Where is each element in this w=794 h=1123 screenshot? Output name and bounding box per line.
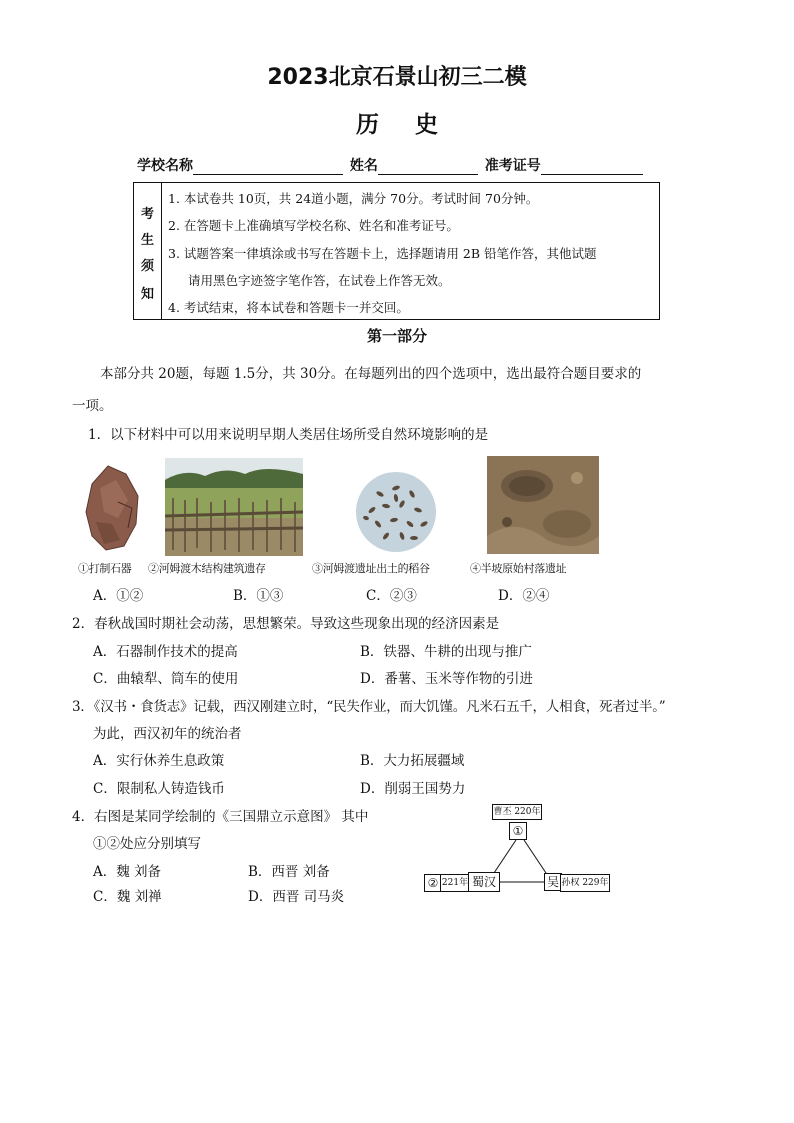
diagram-mark-1: ①	[509, 822, 527, 840]
wooden-structure-image	[165, 458, 303, 556]
three-kingdoms-diagram	[420, 800, 620, 900]
notice-rule: 4. 考试结束，将本试卷和答题卡一并交回。	[168, 300, 409, 315]
notice-side-char: 考	[140, 207, 154, 222]
q3-option-d[interactable]: D．削弱王国势力	[360, 781, 466, 797]
notice-side-char: 生	[140, 233, 154, 248]
q4-option-b[interactable]: B．西晋 刘备	[248, 864, 330, 880]
q2-option-c[interactable]: C．曲辕犁、筒车的使用	[93, 671, 239, 687]
rice-grains-image	[352, 470, 440, 554]
name-label: 姓名	[349, 158, 378, 174]
banpo-village-image	[487, 456, 599, 554]
q4-option-a[interactable]: A．魏 刘备	[93, 864, 162, 880]
diagram-edge-right	[524, 840, 548, 876]
q2-option-d[interactable]: D．番薯、玉米等作物的引进	[360, 671, 533, 687]
notice-rule: 1. 本试卷共 10页，共 24道小题，满分 70分。考试时间 70分钟。	[168, 191, 539, 206]
q4-option-d[interactable]: D．西晋 司马炎	[248, 889, 345, 905]
id-field[interactable]	[541, 160, 643, 175]
q1-caption: ①打制石器	[78, 562, 132, 575]
exam-title: 2023北京石景山初三二模	[267, 65, 527, 90]
q1-option-a[interactable]: A．①②	[93, 588, 144, 604]
q1-caption: ②河姆渡木结构建筑遗存	[148, 562, 266, 575]
subject-title: 历史	[356, 112, 474, 138]
diagram-mark-2: ②	[424, 874, 442, 892]
notice-rule: 2. 在答题卡上准确填写学校名称、姓名和准考证号。	[168, 218, 459, 233]
id-label: 准考证号	[484, 158, 541, 174]
q1-caption: ④半坡原始村落遗址	[470, 562, 567, 575]
q1-stem: 1．以下材料中可以用来说明早期人类居住场所受自然环境影响的是	[88, 427, 489, 443]
diagram-edge-left	[492, 840, 516, 876]
q2-stem: 2．春秋战国时期社会动荡，思想繁荣。导致这些现象出现的经济因素是	[72, 616, 500, 632]
notice-side-char: 须	[140, 259, 154, 274]
school-field[interactable]	[193, 160, 343, 175]
stone-tool-image	[78, 462, 146, 554]
name-field[interactable]	[378, 160, 478, 175]
notice-rule: 请用黑色字迹签字笔作答，在试卷上作答无效。	[188, 273, 451, 288]
diagram-shu-han: 蜀汉	[468, 872, 500, 892]
q3-option-b[interactable]: B．大力拓展疆域	[360, 753, 465, 769]
q2-option-a[interactable]: A．石器制作技术的提高	[93, 644, 238, 660]
q3-option-c[interactable]: C．限制私人铸造钱币	[93, 781, 225, 797]
q1-caption: ③河姆渡遗址出土的稻谷	[312, 562, 430, 575]
section-intro: 本部分共 20题，每题 1.5分，共 30分。在每题列出的四个选项中，选出最符合题目要求的	[100, 366, 642, 382]
diagram-left-year: 221年	[440, 874, 470, 892]
q4-stem: 4．右图是某同学绘制的《三国鼎立示意图》 其中	[72, 809, 369, 825]
notice-side-char: 知	[140, 287, 154, 302]
section-title: 第一部分	[366, 327, 427, 345]
q2-option-b[interactable]: B．铁器、牛耕的出现与推广	[360, 644, 532, 660]
school-label: 学校名称	[137, 158, 193, 174]
q4-stem-cont: ①②处应分别填写	[93, 836, 201, 852]
diagram-right-label: 孙权 229年	[560, 874, 610, 892]
notice-rule: 3. 试题答案一律填涂或书写在答题卡上，选择题请用 2B 铅笔作答，其他试题	[168, 246, 597, 261]
diagram-top-label: 曹丕 220年	[492, 804, 542, 820]
q1-option-d[interactable]: D．②④	[498, 588, 550, 604]
section-intro: 一项。	[72, 398, 113, 414]
q1-option-b[interactable]: B．①③	[233, 588, 284, 604]
info-fields	[137, 155, 645, 175]
q3-stem-cont: 为此，西汉初年的统治者	[93, 726, 242, 742]
notice-side	[134, 183, 162, 319]
q3-option-a[interactable]: A．实行休养生息政策	[93, 753, 225, 769]
q4-option-c[interactable]: C．魏 刘禅	[93, 889, 162, 905]
q3-stem: 3．《汉书・食货志》记载，西汉刚建立时，“民失作业，而大饥馑。凡米石五千，人相食，死者过半。”	[72, 699, 666, 715]
diagram-wu: 吴	[544, 873, 562, 891]
notice-box	[133, 182, 660, 320]
q1-option-c[interactable]: C．②③	[366, 588, 417, 604]
